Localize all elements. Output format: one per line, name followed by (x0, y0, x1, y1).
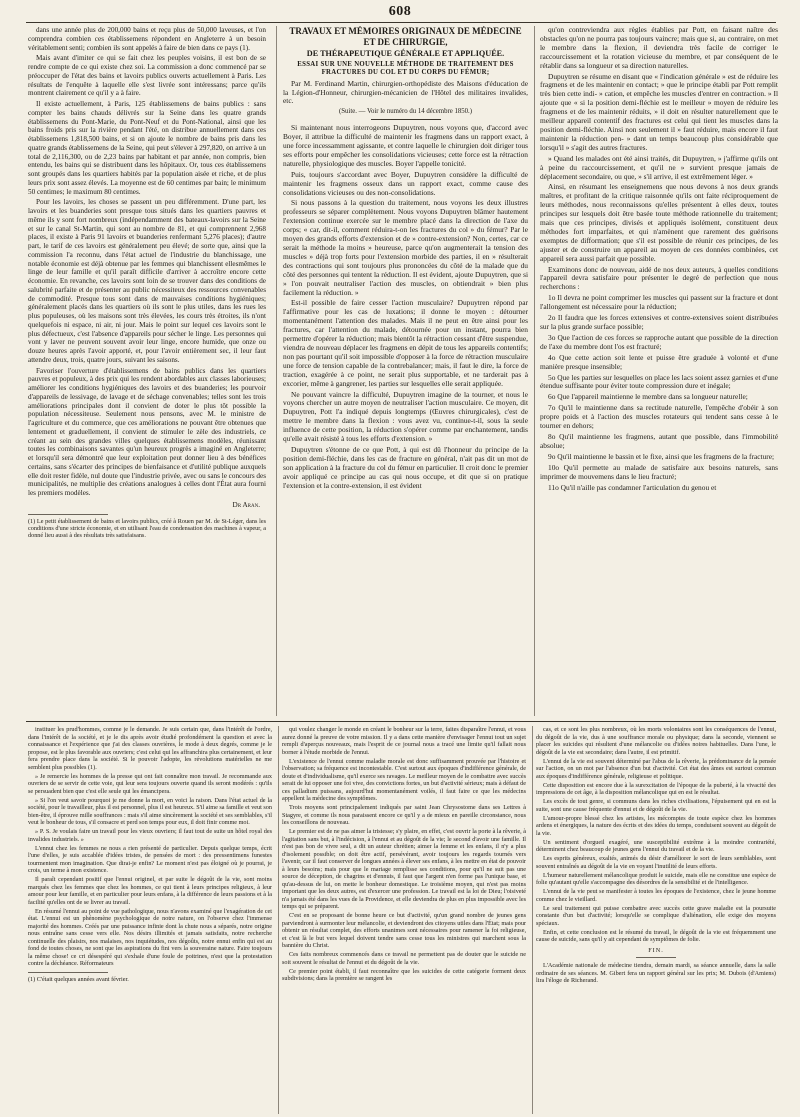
paragraph: » Si l'on veut savoir pourquoi je me donne la mort, en voici la raison. Dans l'état actuel de la société, pour le travailleur, plus il est personnel, plus il est heureux. S'il aime sa famille et veut son bien-être, il éprouve mille souffrances : mais s'il aime sincèrement la société et ses semblables, s'il veut le bonheur de tous, s'il consacre et perd son temps pour eux, il doit finir comme moi. (28, 796, 272, 826)
section-title: TRAVAUX ET MÉMOIRES ORIGINAUX DE MÉDECINE ET DE CHIRURGIE, (289, 26, 522, 47)
feuilleton-rule (26, 721, 776, 722)
paragraph: Le seul traitement qui puisse combattre avec succès cette grave maladie est la poursuite constante d'un but d'activité; lorsqu'elle se complique d'aliénation, elle exige des moyens spéciaux. (536, 904, 776, 927)
paragraph: Dupuytren s'étonne de ce que Pott, à qui est dû l'honneur du principe de la position demi-fléchie, dans les cas de fracture en général, n'ait pas dit un mot de son application à la fracture du col du fémur en particulier. Il croit donc le premier avoir appliqué ce principe au cas qui nous occupe, et dit que si on pratique l'extension et la contre-extension, il est évident (283, 444, 528, 490)
column-2 (283, 26, 528, 716)
paragraph: Pour les lavoirs, les choses se passent un peu différemment. D'une part, les lavoirs et les buanderies sont presque tous situés dans les quartiers pauvres et même ils y sont fort nombreux (indépendamment des bateaux-lavoirs sur la Seine et sur le canal St-Martin, qui sont au nombre de 81, et qui comprennent 2,968 places, il existe à Paris 91 lavoirs et buanderies renfermant 5,276 places); d'autre part, le tarif de ces lavoirs est généralement peu élevé; de sorte que, ainsi que la commission l'a reconnu, dans l'état actuel de l'industrie du blanchissage, une notable économie est déjà obtenue par les femmes qui blanchissent ellesmêmes le linge de leur famille et qu'il paraît difficile d'arriver à accroître encore cette économie. En revanche, ces lavoirs sont loin de se trouver dans des conditions de salubrité parfaite et de présenter au public nécessiteux des ressources convenables de commodité. Presque tous sont dans de mauvaises conditions hygiéniques; généralement placés dans les quartiers où ils sont le plus utiles, dans les rues les plus populeuses, où les maisons sont très élevées, les cours très étroites, ils n'ont quelquefois ni espace, ni air, ni jour. Mais le point sur lequel ces lavoirs sont le plus défectueux, c'est l'absence d'appareils pour sécher le linge. Les personnes qui vont y laver ne peuvent souvent avoir leur linge, encore humide, que onze ou douze heures après l'avoir apporté, et, pour l'avoir entièrement sec, il leur faut attendre deux, trois, quatre jours, suivant les saisons. (28, 198, 266, 364)
paragraph: Est-il possible de faire cesser l'action musculaire? Dupuytren répond par l'affirmative pour les cas de luxations; il donne le moyen : détourner momentanément l'attention des malades. Mais il ne peut en être ainsi pour les fractures, car l'attention du malade, détournée pour un instant, pourra bien permettre d'opérer la réduction; mais bientôt la rétraction cessant d'être suspendue, viendra de nouveau déplacer les fragmens en dépit de tous les appareils contentifs; non pas pourtant qu'il soit impossible d'opposer à la force de rétraction musculaire une force de tension capable de la contrebalancer; mais, il faut le dire, la force de traction, exagérée à ce point, ne serait plus supportable, et ne tarderait pas à excorier, même à gangrener, les parties sur lesquelles elle serait appliquée. (283, 298, 528, 388)
footnote: (1) Le petit établissement de bains et lavoirs publics, créé à Rouen par M. de St-Léger, dans les conditions d'une stricte économie, et en utilisant l'eau de condensation des machines à vapeur, a donné lieu aussi à des résultats très satisfaisans. (28, 517, 266, 540)
paragraph: Examinons donc de nouveau, aidé de nos deux auteurs, à quelles conditions l'appareil devra satisfaire pour présenter le degré de perfection que nous recherchons : (540, 264, 778, 292)
top-rule (26, 22, 776, 23)
paragraph: instituer les prud'hommes, comme je le demande. Je suis certain que, dans l'intérêt de l'ordre, dans l'intérêt de la société, et je le dis après avoir étudié profondément la question et avec la connaissance et l'expérience que j'ai des classes ouvrières, le mode à deux degrés, comme je le propose, est le plus favorable aux ouvriers; c'est celui qui les affranchira plus certainement, et leur fera prendre place dans la société. Si le pouvoir l'adopte, les révolutions matérielles ne me semblent plus possibles (1). (28, 726, 272, 771)
paragraph: Mais avant d'imiter ce qui se fait chez les peuples voisins, il est bon de se rendre compte de ce qui existe chez soi. La commission a donc commencé par se préoccuper de l'état des bains et lavoirs publics ouverts actuellement à Paris. Les résultats de l'enquête à laquelle elle s'est livrée sont intéressans; parce qu'ils montrent clairement ce qu'il y a à faire. (28, 54, 266, 98)
list-item: 6o Que l'appareil maintienne le membre dans sa longueur naturelle; (548, 392, 748, 402)
paragraph: L'humeur naturellement mélancolique produit le suicide, mais elle ne constitue une espèce de folie qu'autant qu'elle s'accompagne des désordres de la sensibilité et de l'intelligence. (536, 871, 776, 886)
list-item: 4o Que cette action soit lente et puisse être graduée à volonté et d'une manière presque insensible; (540, 352, 778, 371)
closing-note: L'Académie nationale de médecine tiendra, demain mardi, sa séance annuelle, dans la salle ordinaire de ses séances. M. Gibert fera un rapport général sur les prix; M. Dubois (d'Amiens) lira l'éloge de Richerand. (536, 962, 776, 984)
author-signature: Dr Aran. (232, 500, 260, 509)
paragraph: Un sentiment d'orgueil exagéré, une susceptibilité extrême à la moindre contrariété, déterminent chez beaucoup de jeunes gens l'ennui du travail et de la vie. (536, 838, 776, 853)
column-1 (28, 26, 266, 716)
section-rule (371, 119, 441, 120)
feuilleton-column-3 (536, 726, 776, 1114)
column-divider (278, 726, 279, 1114)
paragraph: cas, et ce sont les plus nombreux, où les morts volontaires sont les conséquences de l'ennui, du dégoût de la vie, dus à une souffrance morale ou physique; dans la seconde, viennent se placer les suicides qui résultent d'une mélancolie ou d'idées noires habituelles. Dans l'une, le dégoût de la vie est secondaire; dans l'autre, il est primitif. (536, 726, 776, 756)
column-divider (532, 726, 533, 1114)
fin-marker: FIN. (648, 946, 664, 954)
footnote: (1) C'était quelques années avant février. (28, 975, 129, 983)
paragraph: L'ennui de la vie peut se manifester à toutes les époques de l'existence, chez le jeune homme comme chez le vieillard. (536, 888, 776, 903)
paragraph: L'amour-propre blessé chez les artistes, les mécomptes de toute espèce chez les hommes ardens et énergiques, la nature des écrits et des idées du temps, conduisent souvent au dégoût de la vie. (536, 814, 776, 837)
fin-rule (636, 957, 676, 958)
paragraph: Puis, toujours s'accordant avec Boyer, Dupuytren considère la difficulté de maintenir les fragmens osseux dans un rapport exact, comme cause des consolidations vicieuses ou des non-consolidations. (283, 169, 528, 197)
paragraph: » Je remercie les hommes de la presse qui ont fait connaître mon travail. Je recommande aux ouvriers de se servir de cette voie, qui leur sera toujours ouverte quand ils seront modérés : qu'ils se persuadent bien que c'est elle seule qui les émancipera. (28, 772, 272, 795)
paragraph: Les esprits généreux, exaltés, animés du désir d'améliorer le sort de leurs semblables, sont souvent entraînés au dégoût de la vie en voyant l'inutilité de leurs efforts. (536, 855, 776, 870)
list-item: 8o Qu'il maintienne les fragmens, autant que possible, dans l'immobilité absolue; (540, 431, 778, 450)
page-number: 608 (388, 4, 412, 19)
list-item: 1o Il devra ne point comprimer les muscles qui passent sur la fracture et dont l'allongement est nécessaire pour la réduction; (540, 293, 778, 312)
list-item: 7o Qu'il le maintienne dans sa rectitude naturelle, l'empêche d'obéir à son propre poids et à l'action des muscles rotateurs qui tendent sans cesse à le tourner en dehors; (540, 403, 778, 431)
paragraph: qu'on contreviendra aux règles établies par Pott, en faisant naître des obstacles qu'on ne pourra pas toujours vaincre; mais que si, au contraire, on met le membre dans la flexion, il deviendra très facile de corriger le raccourcissement et la rotation vicieuse du membre, et par conséquent de le rétablir dans sa longueur et sa direction naturelles. (540, 26, 778, 70)
paragraph: Si nous passons à la question du traitement, nous voyons les deux illustres professeurs se séparer complètement. Nous voyons Dupuytren blâmer hautement l'extension continue exercée sur le membre placé dans la direction de l'axe du corps; « car, dit-il, comment réduira-t-on les fractures du col » du fémur? Par le moyen des grands efforts d'extension et de » contre-extension? Non, certes, car ce serait la méthode la moins » heureuse, parce qu'on augmenterait la tension des muscles » déjà trop forts pour l'extension morbide des parties, il en » résulterait des contractions qui sont toujours plus prononcées du côté de la malade que du côté des personnes qui tentent la réduction. Il est évident, ajoute Dupuytren, que si » l'on pouvait neutraliser l'action des muscles, on obtiendrait » bien plus facilement la réduction. » (283, 198, 528, 297)
article-title: ESSAI SUR UNE NOUVELLE MÉTHODE DE TRAITEMENT DES FRACTURES DU COL ET DU CORPS DU FÉMUR; (297, 61, 514, 77)
column-3 (540, 26, 778, 716)
column-divider (534, 26, 535, 716)
list-item: 11o Qu'il n'aille pas condamner l'articulation du genou et (548, 482, 717, 492)
list-item: 3o Que l'action de ces forces se rapproche autant que possible de la direction de l'axe du membre dont l'os est fracturé; (540, 332, 778, 351)
paragraph: Il existe actuellement, à Paris, 125 établissemens de bains publics : sans compter les bains chauds délivrés sur la Seine dans les quatre grands établissemens du Pont-Marie, du Pont-Neuf et du Pont-National, ainsi que les bains froids pris sur la rivière pendant l'été, on distribue annuellement dans ces établissemens 1,818,500 bains, et si on ajoute le nombre de bains pris dans les quatre grands établissemens de la Seine, qui peut s'élever à 297,820, on arrive à un total de 2,116,300, ou de 2,23 bains par habitant et par année, non compris, bien entendu, les bains qui se distribuent dans les hôpitaux. Or, tous ces établissemens sont groupés dans les quartiers habités par la population aisée et riche, et de plus leurs prix sont assez élevés. La moyenne est de 60 centimes par bain; le minimum 50 centimes; le maximum 80 centimes. (28, 100, 266, 196)
paragraph: » Quand les malades ont été ainsi traités, dit Dupuytren, » j'affirme qu'ils ont à peine du raccourcissement, et qu'il ne » survient presque jamais de déplacement secondaire, ou que, » s'il arrive, il est extrêmement léger. » (540, 153, 778, 181)
paragraph: Trois moyens sont principalement indiqués par saint Jean Chrysostome dans ses Lettres à Stagyre, et comme ils nous paraissent encore ce qu'il y a de mieux en pareille circonstance, nous les conseillons de nouveau. (282, 804, 526, 826)
paragraph: Dupuytren se résume en disant que « l'indication générale » est de réduire les fragmens et de les maintenir en contact; » que le principe établi par Pott remplit très bien cette indi- » cation, et empêche les muscles d'entrer en contraction. » Il ajoute que « si la position demi-fléchie est le meilleur » moyen de réduire les fragmens et de les maintenir réduits, » il doit en résulter naturellement que le meilleur appareil contentif des fractures est celui qui tient les muscles dans la position demi-fléchie. Ainsi non seulement il » faut réduire, mais encore il faut maintenir la réduction pen- » dant un temps beaucoup plus considérable que lorsqu'il » s'agit des autres fractures. (540, 71, 778, 152)
paragraph: L'existence de l'ennui comme maladie morale est donc suffisamment prouvée par l'histoire et l'observation; sa fréquence est incontestable. C'est surtout aux époques d'indifférence générale, de doute et d'individualisme, qu'il exerce ses ravages. Le meilleur moyen de le combattre avec succès serait de lui opposer une foi vive, des convictions fortes, un but d'activité sérieux; mais à défaut de ces palladium puissans, aujourd'hui momentanément voilés, il faut faire ce que les médecins appellent la médecine des symptômes. (282, 757, 526, 802)
paragraph: Si maintenant nous interrogeons Dupuytren, nous voyons que, d'accord avec Boyer, il attribue la difficulté de maintenir les fragmens dans un rapport exact, à une force incessamment agissante, et contre laquelle le chirurgien doit diriger tous ses efforts pour empêcher les consolidations vicieuses; cette force est la rétraction naturelle, physiologique des muscles. Boyer l'appelle tonicité. (283, 123, 528, 168)
paragraph: C'est en se proposant de bonne heure ce but d'activité, qu'un grand nombre de jeunes gens parviendront à surmonter leur mélancolie, et deviendront des citoyens utiles dans l'État; mais pour obtenir un résultat complet, des efforts unanimes sont nécessaires pour ramener la foi religieuse, et c'est là le but vers lequel doivent tendre sans cesse tous les ministres qui marchent sous la bannière du Christ. (282, 912, 526, 949)
paragraph: Ces faits nombreux commencés dans ce travail ne permettent pas de douter que le suicide ne soit souvent le résultat de l'ennui et du dégoût de la vie. (282, 951, 526, 966)
list-item: 2o Il faudra que les forces extensives et contre-extensives soient distribuées sur la plus grande surface possible; (540, 313, 778, 331)
list-item: 10o Qu'il permette au malade de satisfaire aux besoins naturels, sans imprimer de mouvemens dans le lieu fracturé; (540, 462, 778, 481)
paragraph: » P. S. Je voulais faire un travail pour les vieux ouvriers; il faut tout de suite un hôtel royal des invalides industriels. » (28, 828, 272, 843)
paragraph: dans une année plus de 200,000 bains et reçu plus de 50,000 laveuses, et l'on comprendra combien ces établissemens répondent en Angleterre à un besoin véritablement senti; combien ils sont appelés à faire de bien dans ce pays (1). (28, 26, 266, 52)
section-subtitle: DE THÉRAPEUTIQUE GÉNÉRALE ET APPLIQUÉE. (306, 49, 505, 58)
paragraph: Ce premier point établi, il faut reconnaître que les suicides de cette catégorie forment deux subdivisions; dans la première se rangent les (282, 967, 526, 982)
paragraph: En résumé l'ennui au point de vue pathologique, nous n'avons examiné que l'exagération de cet état. L'ennui est un phénomène psychologique de notre nature, on l'observe chez l'immense majorité des hommes. Créés par une puissance infinie dont la chute nous a séparés, notre origine nous entraîne sans cesse vers elle. Nos désirs illimités et jamais satisfaits, notre recherche continuelle des plaisirs, nos malaises, nos inquiétudes, nos dégoûts, notre ennui enfin qui est au fond de toutes choses, ne sont que les aspirations du fini vers la souveraine nature. Faire toujours la même chose! ce cri désespéré qui s'exhale d'une foule de poitrines, n'est que la protestation contre la déchéance. Réformateurs (28, 907, 272, 967)
paragraph: Favoriser l'ouverture d'établissemens de bains publics dans les quartiers pauvres et populeux, à des prix qui les rendent abordables aux classes laborieuses; améliorer les conditions hygiéniques des lavoirs et des buanderies; les pourvoir d'appareils de lessivage, de lavage et de séchage convenables; telles sont les trois améliorations principales dont il convient de doter le plus tôt possible la population nécessiteuse. Seulement nous pensons, avec M. le ministre de l'agriculture et du commerce, que ces améliorations ne pouvant être obtenues que lentement et graduellement, il convient de stimuler le zèle des industriels, ce créant au sein des grandes villes quelques établissemens modèles, réunissant toutes les combinaisons savantes qu'un heureux progrès a imaginé en Angleterre; et lorsqu'il sera démontré que leur exploitation peut donner lieu à des bénéfices certains, sans s'écarter des principes de bienfaisance et d'utilité publique auxquels elle doit rester fidèle, nul doute que l'industrie privée, avec ou sans le concours des municipalités, ne multiplie des créations analogues à celles dont l'État aura fourni les premiers modèles. (28, 366, 266, 497)
paragraph: Le premier est de ne pas aimer la tristesse; s'y plaire, en effet, c'est ouvrir la porte à la rêverie, à l'agitation sans but, à l'indécision, à l'ennui et au dégoût de la vie; le second d'avoir une famille. Il n'est pas bon de vivre seul, a dit un auteur chrétien; aimer la femme et les enfans, il n'y a plus d'isolement possible; on doit être actif, persévérant, avoir toujours les regards tournés vers l'avenir, car il faut conserver de longues années à élever ses enfans, à les mettre en état de pouvoir à leurs besoins; mais pour que le mariage remplisse ses conditions, pour qu'il ne suit pas une source de déception, de chagrins et d'ennuis, il faut que l'argent n'en forme pas l'unique base, et qu'au-dessus de lui, on mette le bonheur domestique. Le troisième moyen, qui n'est pas moins important que les deux autres, est d'exercer une profession. Le travail est la loi de Dieu; l'oisiveté n'a jamais été dans les vues de la Providence, et elle deviendra de plus en plus impossible avec les temps qui se préparent. (282, 828, 526, 910)
footnote-rule (28, 972, 108, 973)
list-item: 5o Que les parties sur lesquelles on place les lacs soient assez garnies et d'une étendue suffisante pour éviter toute compression dure et inégale; (540, 372, 778, 391)
paragraph: Enfin, et cette conclusion est le résumé du travail, le dégoût de la vie est fréquemment une cause de suicide, sans qu'il y ait cependant de symptômes de folie. (536, 928, 776, 943)
feuilleton-column-1 (28, 726, 272, 1114)
paragraph: qui voulez changer le monde en créant le bonheur sur la terre, faites disparaître l'ennui, et vous aurez donné la preuve de votre mission. Il y a dans cette manière d'envisager l'ennui tout un sujet rempli d'aperçus nouveaux, mais l'esprit de ce journal nous a tracé une limite qu'il fallait nous borner à l'étude morbide de l'ennui. (282, 726, 526, 756)
continued-note: (Suite. — Voir le numéro du 14 décembre 1850.) (338, 108, 473, 116)
article-byline: Par M. Ferdinand Martin, chirurgien-orthopédiste des Maisons d'éducation de la Légion-d'Honneur, chirurgien-mécanicien de l'Hôtel des militaires invalides, etc. (283, 78, 528, 106)
paragraph: Cette disposition est encore due à la surexcitation de l'époque de la puberté, à la vivacité des impressions de cet âge, à la disposition mélancolique qui en est le résultat. (536, 781, 776, 796)
paragraph: Ne pouvant vaincre la difficulté, Dupuytren imagine de la tourner, et nous le voyons chercher un autre moyen de neutraliser l'action musculaire. Ce moyen, dit Dupuytren, Pott l'a indiqué depuis longtemps (Œuvres chirurgicales), c'est de mettre le membre dans la flexion : vous avez vu, continue-t-il, sous la seule influence de cette position, la réduction s'opérer comme par enchantement, tandis qu'elle avait résisté à tous les efforts d'extension. » (283, 389, 528, 444)
footnote-rule (28, 514, 108, 515)
paragraph: Les excès de tout genre, si communs dans les riches civilisations, l'épuisement qui en est la suite, sont une cause fréquente d'ennui et de dégoût de la vie. (536, 798, 776, 813)
list-item: 9o Qu'il maintienne le bassin et le fixe, ainsi que les fragmens de la fracture; (548, 451, 775, 461)
paragraph: L'ennui de la vie est souvent déterminé par l'abus de la rêverie, la prédominance de la pensée sur l'action, on un mot par l'absence d'un but d'activité. Cet état des âmes est surtout commun aux époques d'indifférence générale, religieuse et politique. (536, 757, 776, 780)
column-divider (276, 26, 277, 716)
feuilleton-column-2 (282, 726, 526, 1114)
paragraph: L'ennui chez les femmes ne nous a rien présenté de particulier. Depuis quelque temps, écrit l'une d'elles, je suis accablée d'idées tristes, de pensées de mort : des pressentimens funestes tourmentent mon imagination. Que dirai-je enfin? Le moment n'est pas éloigné où je pourrai, je crois, un terme à mon existence. (28, 844, 272, 874)
paragraph: Ainsi, en résumant les enseignemens que nous devons à nos deux grands maîtres, et profitant de la critique raisonnée qu'ils ont faite réciproquement de leurs méthodes, nous reconnaissons qu'elles présentent à elles deux, toutes principes sur lesquels doit être basée toute méthode rationnelle du traitement; mais que ces principes, divisés et appliqués isolément, constituent deux méthodes fort imparfaites, et qui n'amènent que rarement des guérisons exemptes de difformation; que s'il est possible de réunir ces principes, de les ajuster et de construire un appareil au moyen de ces données combinées, cet appareil sera aussi parfait que possible. (540, 182, 778, 263)
paragraph: Il paraît cependant positif que l'ennui originel, et par suite le dégoût de la vie, sont moins marqués chez les femmes que chez les hommes, ce qui tient à leurs principes religieux, à leur amour pour leur famille, et en particulier pour leurs enfans, à la différence de leurs passions et à la facilité qu'elles ont de se livrer au travail. (28, 876, 272, 906)
